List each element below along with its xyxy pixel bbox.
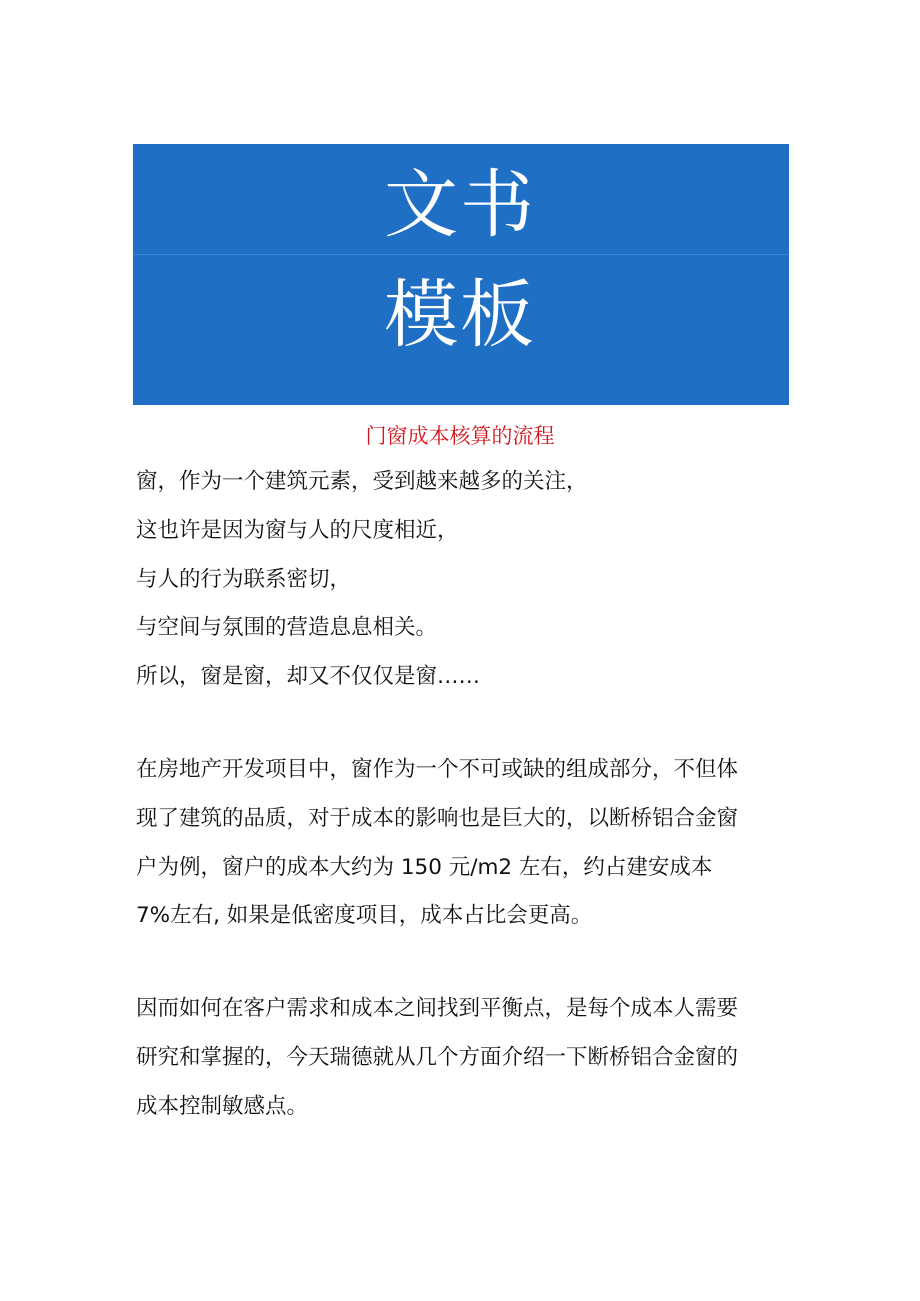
poem-line: 与人的行为联系密切， bbox=[136, 567, 352, 592]
paragraph-line: 在房地产开发项目中，窗作为一个不可或缺的组成部分，不但体 bbox=[136, 757, 739, 782]
poem-line: 窗，作为一个建筑元素，受到越来越多的关注， bbox=[136, 469, 588, 494]
banner-title-line1: 文书 bbox=[384, 162, 536, 248]
paragraph-line: 因而如何在客户需求和成本之间找到平衡点，是每个成本人需要 bbox=[136, 996, 739, 1021]
paragraph-line: 户为例，窗户的成本大约为 150 元/m2 左右，约占建安成本 bbox=[136, 855, 713, 880]
poem-line: 这也许是因为窗与人的尺度相近， bbox=[136, 518, 459, 543]
paragraph-line: 成本控制敏感点。 bbox=[136, 1094, 309, 1119]
document-title: 门窗成本核算的流程 bbox=[365, 424, 555, 448]
banner-title-line2: 模板 bbox=[384, 272, 536, 358]
banner-divider bbox=[133, 254, 789, 255]
poem-line: 与空间与氛围的营造息息相关。 bbox=[136, 615, 438, 640]
paragraph-line: 研究和掌握的，今天瑞德就从几个方面介绍一下断桥铝合金窗的 bbox=[136, 1045, 739, 1070]
poem-line: 所以，窗是窗，却又不仅仅是窗…… bbox=[136, 664, 481, 689]
paragraph-line: 7%左右, 如果是低密度项目，成本占比会更高。 bbox=[136, 903, 593, 928]
paragraph-line: 现了建筑的品质，对于成本的影响也是巨大的，以断桥铝合金窗 bbox=[136, 806, 739, 831]
